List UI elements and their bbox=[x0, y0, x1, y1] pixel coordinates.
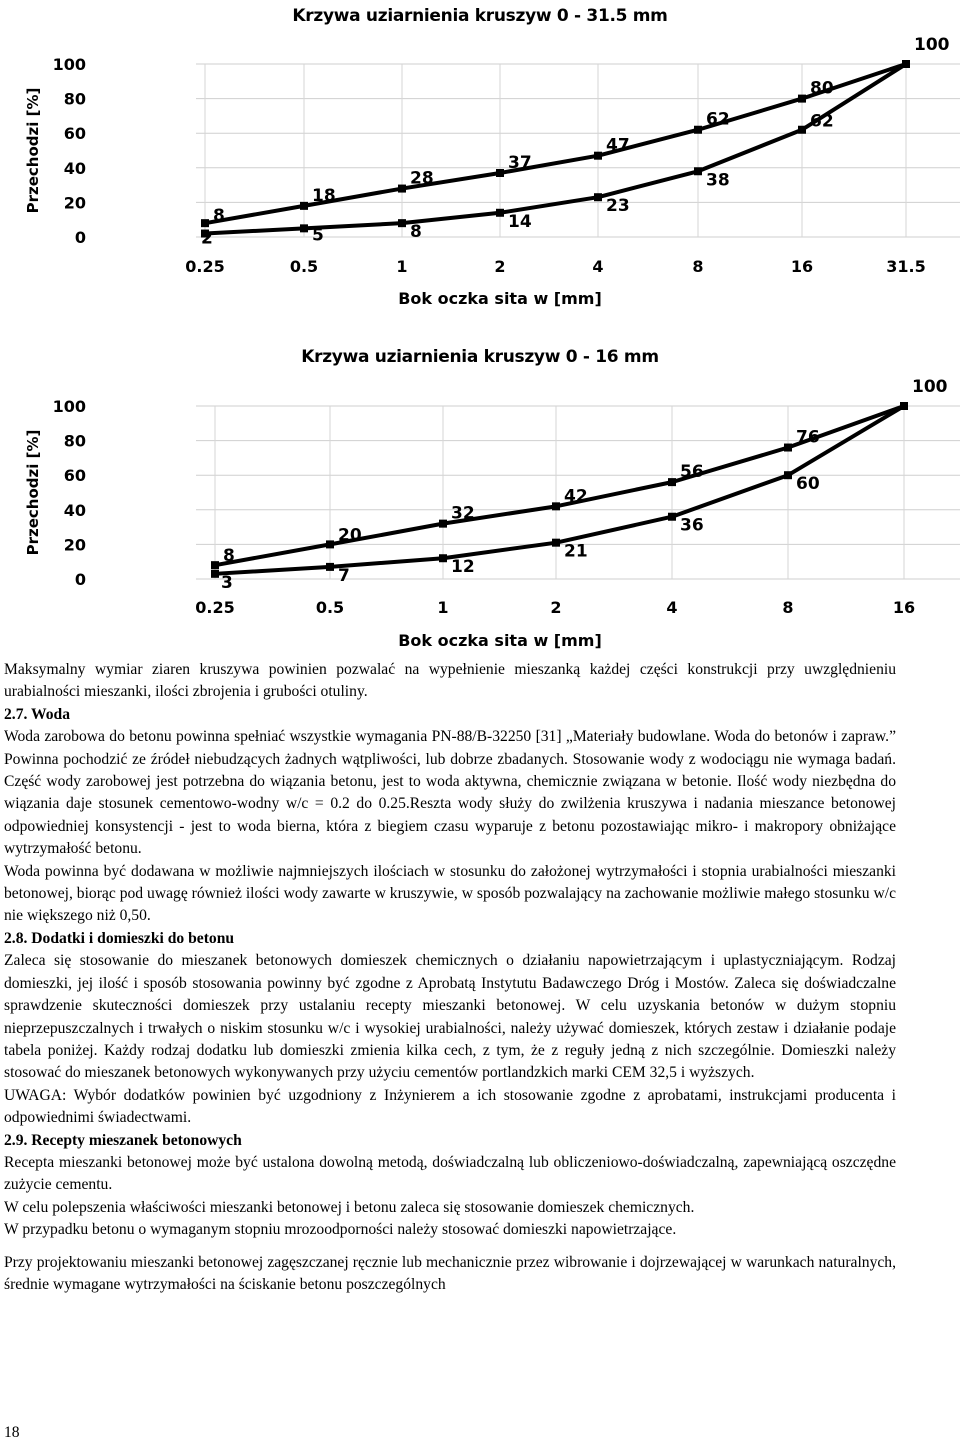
chart1-data-label: 28 bbox=[410, 168, 434, 189]
chart2-data-label: 100 bbox=[912, 377, 948, 397]
paragraph-aggregate-size: Maksymalny wymiar ziaren kruszywa powinien pozwalać na wypełnienie mieszanką każdej części konstrukcji przy uwzględnieniu urabialności mieszanki, ilości zbrojenia i grubości otuliny. bbox=[4, 661, 896, 701]
chart1-data-label: 47 bbox=[606, 135, 630, 156]
chart1-x-tick: 0.25 bbox=[185, 257, 225, 276]
chart1-data-label: 2 bbox=[201, 228, 213, 249]
chart1-y-tick: 20 bbox=[63, 193, 86, 213]
chart2-y-tick: 40 bbox=[63, 500, 86, 520]
chart2-point-marker bbox=[552, 539, 560, 547]
paragraph-water-amount: Woda powinna być dodawana w możliwie najmniejszych ilościach w stosunku do założonej wytrzymałości i stopnia urabialności mieszanki betonowej, biorąc pod uwagę również ilości wody zawarte w kruszywie, w sposób pozwalający na zachowanie możliwie małego stosunku w/c nie większego niż 0,50. bbox=[4, 862, 896, 925]
chart2-x-tick: 8 bbox=[782, 598, 794, 617]
paragraph-chemical-admixtures: W celu polepszenia właściwości mieszanki betonowej i betonu zaleca się stosowanie domieszek chemicznych. bbox=[4, 1198, 695, 1216]
chart2-title: Krzywa uziarnienia kruszyw 0 - 16 mm bbox=[301, 347, 659, 367]
chart2-y-tick: 80 bbox=[63, 431, 86, 451]
chart1-data-label: 8 bbox=[410, 222, 422, 243]
paragraph-water-requirements: Woda zarobowa do betonu powinna spełniać wszystkie wymagania PN-88/B-32250 [31] „Materiały budowlane. Woda do betonów i zapraw.” Powinna pochodzić ze źródeł niebudzących żadnych wątpliwości, lub dobrze zbadanych. Stosowanie wody z wodociągu nie wymaga badań. Część wody zarobowej jest potrzebna do wiązania betonu, jest to woda aktywna, chemicznie związana w betonie. Ilość wody niezbędna do wiązania daje stosunek cementowo-wodny w/c = 0.2 do 0.25.Reszta wody służy do zwilżenia kruszywa i nadania mieszance betonowej odpowiedniej konsystencji - jest to woda bierna, która z biegiem czasu wyparuje z betonu pozostawiając mikro- i makropory obniżające wytrzymałość betonu. bbox=[4, 728, 896, 858]
chart1-data-label: 80 bbox=[810, 78, 834, 99]
chart2-data-label: 56 bbox=[680, 462, 704, 483]
chart1-title: Krzywa uziarnienia kruszyw 0 - 31.5 mm bbox=[292, 6, 668, 26]
chart1-x-tick: 1 bbox=[396, 257, 408, 276]
chart2-x-tick: 0.25 bbox=[195, 598, 235, 617]
chart1-x-tick: 16 bbox=[790, 257, 814, 276]
heading-2-8-admixtures: 2.8. Dodatki i domieszki do betonu bbox=[4, 929, 235, 947]
chart1-x-tick: 4 bbox=[592, 257, 604, 276]
chart1-x-tick: 31.5 bbox=[886, 257, 926, 276]
chart1-y-tick: 60 bbox=[63, 124, 86, 144]
chart1-data-label: 62 bbox=[706, 109, 730, 130]
chart2-data-label: 12 bbox=[451, 557, 475, 578]
document-body bbox=[4, 659, 896, 1296]
chart2-point-marker bbox=[552, 502, 560, 510]
chart2-point-marker bbox=[784, 444, 792, 452]
chart2-point-marker bbox=[326, 563, 334, 571]
paragraph-frost-resistance: W przypadku betonu o wymaganym stopniu mrozoodporności należy stosować domieszki napowietrzające. bbox=[4, 1221, 677, 1239]
chart1-x-axis-label: Bok oczka sita w [mm] bbox=[398, 289, 602, 308]
chart2-x-tick: 16 bbox=[892, 598, 916, 617]
chart2-x-axis-label: Bok oczka sita w [mm] bbox=[398, 631, 602, 650]
chart2-y-tick: 0 bbox=[74, 570, 86, 589]
chart2-data-label: 3 bbox=[221, 572, 233, 593]
chart1-x-tick: 0.5 bbox=[289, 257, 319, 276]
chart2-point-marker bbox=[211, 561, 219, 569]
chart1-y-tick: 100 bbox=[52, 55, 86, 74]
chart1-data-label: 18 bbox=[312, 185, 336, 206]
chart2-plot bbox=[0, 0, 960, 660]
paragraph-admixtures: Zaleca się stosowanie do mieszanek betonowych domieszek chemicznych o działaniu napowietrzającym i uplastyczniającym. Rodzaj domieszki, jej ilość i sposób stosowania powinny być zgodne z Aprobatą Instytutu Badawczego Dróg i Mostów. Zaleca się doświadczalne sprawdzenie skuteczności domieszek przy ustalaniu recepty mieszanki betonowej. W celu uzyskania betonów w dużym stopniu nieprzepuszczalnych i trwałych o niskim stosunku w/c i wysokiej urabialności, należy używać domieszek, których zestaw i działanie podaje tabela poniżej. Każdy rodzaj dodatku lub domieszki zmienia kilka cech, z tym, że z reguły jedną z nich szczególnie. Domieszki należy stosować do mieszanek betonowych wykonywanych przy użyciu cementów portlandzkich marki CEM 32,5 i wyższych. bbox=[4, 952, 896, 1082]
chart2-data-label: 42 bbox=[564, 486, 588, 507]
chart2-data-label: 8 bbox=[223, 546, 235, 567]
chart1-y-tick: 0 bbox=[74, 228, 86, 247]
paragraph-warning: UWAGA: Wybór dodatków powinien być uzgodniony z Inżynierem a ich stosowanie zgodne z aprobatami, instrukcjami producenta i odpowiednimi świadectwami. bbox=[4, 1086, 896, 1127]
chart1-data-label: 38 bbox=[706, 170, 730, 191]
paragraph-recipe-method: Recepta mieszanki betonowej może być ustalona dowolną metodą, doświadczalną lub obliczeniowo-doświadczalną, zapewniającą oszczędne zużycie cementu. bbox=[4, 1153, 896, 1194]
heading-2-9-recipes: 2.9. Recepty mieszanek betonowych bbox=[4, 1131, 242, 1149]
chart2-point-marker bbox=[668, 513, 676, 521]
chart2-y-axis-label: Przechodzi [%] bbox=[24, 429, 42, 556]
chart2-data-label: 36 bbox=[680, 515, 704, 536]
chart2-y-tick: 100 bbox=[52, 397, 86, 416]
page-number: 18 bbox=[4, 1424, 20, 1441]
chart2-y-tick: 60 bbox=[63, 466, 86, 486]
chart2-x-tick: 0.5 bbox=[315, 598, 345, 617]
chart1-y-tick: 80 bbox=[63, 89, 86, 109]
chart2-point-marker bbox=[439, 554, 447, 562]
chart1-x-tick: 2 bbox=[494, 257, 506, 276]
chart1-data-label: 14 bbox=[508, 211, 532, 232]
chart1-data-label: 62 bbox=[810, 111, 834, 132]
chart2-data-label: 20 bbox=[338, 525, 362, 546]
chart2-data-label: 7 bbox=[338, 565, 350, 586]
chart2-data-label: 60 bbox=[796, 474, 820, 495]
chart2-point-marker bbox=[900, 402, 908, 410]
chart2-x-tick: 2 bbox=[550, 598, 562, 617]
chart1-data-label: 23 bbox=[606, 196, 630, 217]
chart2-y-tick: 20 bbox=[63, 535, 86, 555]
chart2-data-label: 21 bbox=[564, 541, 588, 562]
heading-2-7-woda: 2.7. Woda bbox=[4, 705, 71, 723]
chart1-data-label: 100 bbox=[914, 35, 950, 55]
chart2-point-marker bbox=[326, 540, 334, 548]
chart2-point-marker bbox=[784, 471, 792, 479]
chart2-x-tick: 4 bbox=[666, 598, 678, 617]
chart2-data-label: 76 bbox=[796, 427, 820, 448]
chart1-data-label: 8 bbox=[213, 206, 225, 227]
chart2-point-marker bbox=[211, 570, 219, 578]
chart1-data-label: 5 bbox=[312, 225, 324, 246]
paragraph-design-strength: Przy projektowaniu mieszanki betonowej zagęszczanej ręcznie lub mechanicznie przez wibrowanie i dojrzewającej w warunkach naturalnych, średnie wymagane wytrzymałości na ściskanie betonu poszczególnych bbox=[4, 1253, 896, 1293]
chart2-point-marker bbox=[439, 520, 447, 528]
chart1-y-tick: 40 bbox=[63, 158, 86, 178]
chart1-x-tick: 8 bbox=[692, 257, 704, 276]
chart2-data-label: 32 bbox=[451, 503, 475, 524]
chart2-point-marker bbox=[668, 478, 676, 486]
chart1-data-label: 37 bbox=[508, 152, 532, 173]
chart2-x-tick: 1 bbox=[437, 598, 449, 617]
chart1-y-axis-label: Przechodzi [%] bbox=[24, 87, 42, 214]
